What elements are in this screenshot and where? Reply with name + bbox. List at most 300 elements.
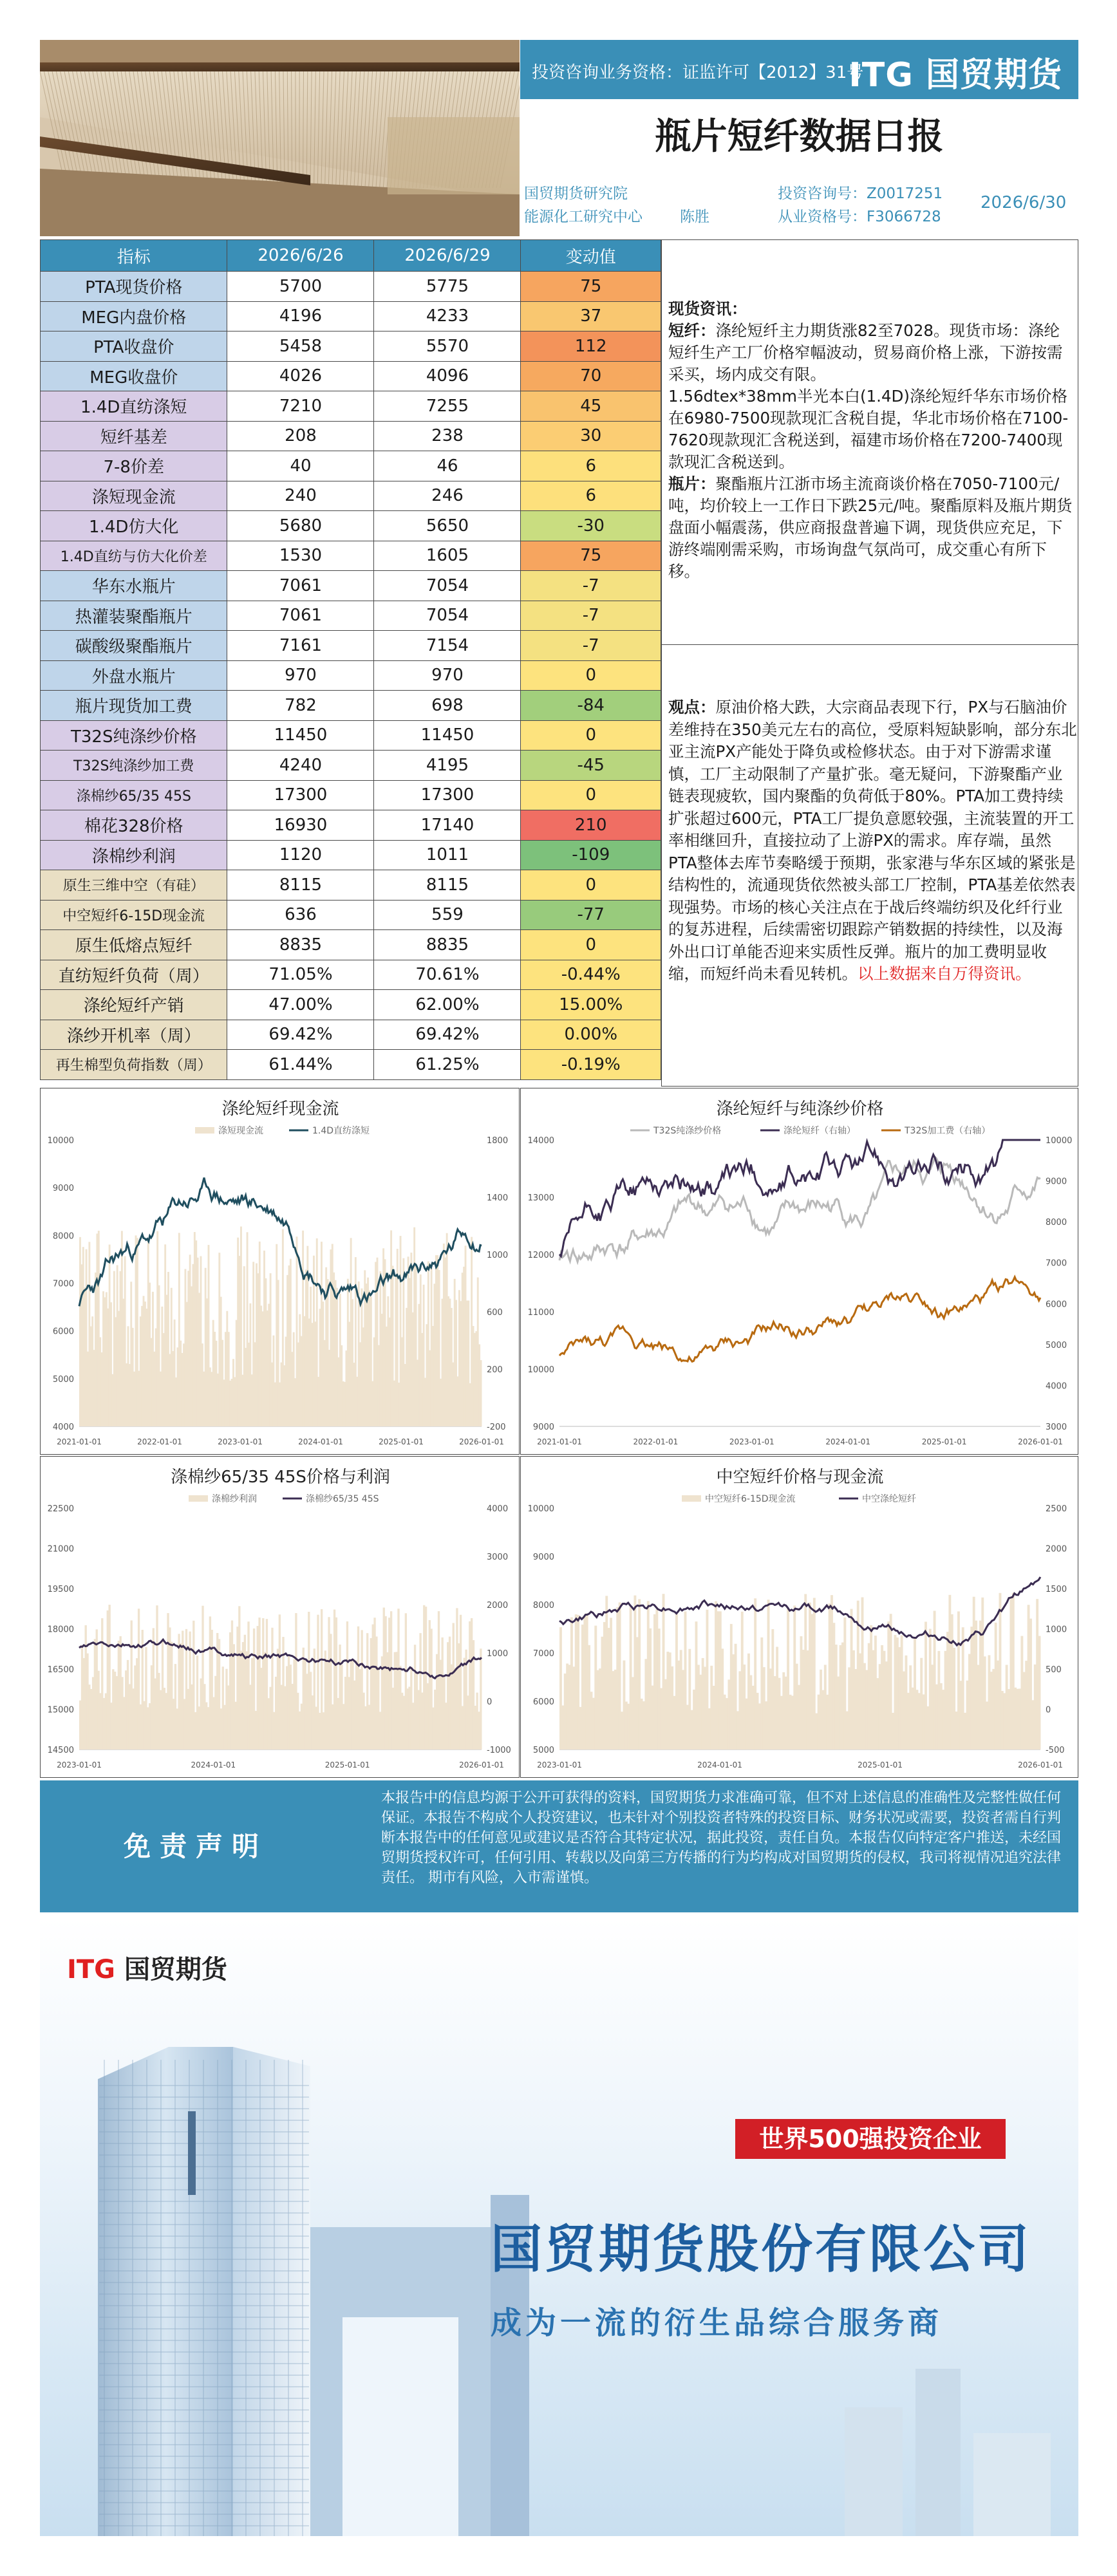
area-bar <box>240 1651 242 1750</box>
x-tick: 2022-01-01 <box>633 1437 679 1446</box>
area-bar <box>451 1665 453 1750</box>
area-bar <box>1029 1619 1032 1750</box>
series-line <box>559 1157 1040 1262</box>
row-value-2: 5650 <box>374 511 521 541</box>
row-value-1: 8115 <box>227 870 374 901</box>
area-bar <box>653 1614 656 1750</box>
row-change: 210 <box>521 810 661 841</box>
area-bar <box>695 1621 698 1750</box>
row-change: -109 <box>521 840 661 870</box>
area-bar <box>288 1656 290 1750</box>
report-title: 瓶片短纤数据日报 <box>655 116 944 158</box>
area-bar <box>341 1665 343 1750</box>
area-bar <box>268 1698 270 1750</box>
row-change: -45 <box>521 751 661 781</box>
area-bar <box>1023 1672 1026 1750</box>
area-bar <box>88 1685 90 1750</box>
area-bar <box>634 1596 636 1750</box>
row-value-1: 4240 <box>227 751 374 781</box>
area-bar <box>892 1713 894 1750</box>
area-bar <box>337 1698 339 1750</box>
y-tick-left: 5000 <box>532 1746 554 1755</box>
itg-logo: ITG 国贸期货 <box>849 56 1062 95</box>
area-bar <box>92 1677 94 1750</box>
area-bar <box>165 1693 167 1750</box>
area-bar <box>244 1635 246 1750</box>
row-name: 中空短纤6-15D现金流 <box>41 900 227 930</box>
area-bar <box>630 1607 632 1750</box>
report-meta <box>520 175 1078 236</box>
area-bar <box>887 1621 890 1750</box>
row-change: 0 <box>521 780 661 810</box>
row-name: 再生棉型负荷指数（周） <box>41 1050 227 1080</box>
area-bar <box>375 1636 377 1750</box>
row-value-2: 7054 <box>374 571 521 601</box>
area-bar <box>586 1613 588 1750</box>
area-bar <box>136 1658 138 1750</box>
row-value-2: 70.61% <box>374 960 521 990</box>
area-bar <box>116 1676 118 1750</box>
row-name: 涤棉纱利润 <box>41 840 227 870</box>
area-bar <box>581 1625 584 1750</box>
area-bar <box>937 1651 940 1750</box>
area-bar <box>377 1667 379 1750</box>
area-bar <box>832 1623 835 1750</box>
y-tick-right: 3000 <box>1046 1423 1067 1432</box>
area-bar <box>79 1701 81 1750</box>
spot-heading: 现货资讯： <box>668 299 747 318</box>
row-change: 112 <box>521 331 661 362</box>
area-bar <box>804 1594 807 1750</box>
y-tick-left: 6000 <box>52 1327 74 1337</box>
report-date: 2026/6/30 <box>981 193 1067 212</box>
area-bar <box>973 1597 975 1750</box>
area-bar <box>920 1658 923 1750</box>
area-bar <box>912 1688 914 1750</box>
chart-title: 涤纶短纤与纯涤纱价格 <box>716 1099 884 1119</box>
row-value-1: 11450 <box>227 720 374 751</box>
area-bar <box>735 1644 737 1750</box>
area-bar <box>120 1636 122 1750</box>
area-bar <box>344 1677 346 1750</box>
area-bar <box>730 1624 733 1750</box>
y-tick-right: 7000 <box>1046 1258 1067 1269</box>
area-bar <box>192 1621 194 1750</box>
area-bar <box>476 1693 478 1750</box>
table-row <box>41 930 661 960</box>
row-value-1: 970 <box>227 660 374 691</box>
area-bar <box>178 1634 180 1750</box>
area-bar <box>275 1677 277 1750</box>
area-bar <box>131 1620 133 1750</box>
area-bar <box>348 1677 350 1750</box>
area-bar <box>771 1629 774 1750</box>
area-bar <box>691 1710 693 1750</box>
area-bar <box>125 1670 127 1750</box>
area-bar <box>370 1638 372 1750</box>
area-bar <box>962 1627 964 1750</box>
row-value-1: 40 <box>227 451 374 481</box>
area-bar <box>308 1612 310 1750</box>
area-bar <box>846 1712 849 1750</box>
row-name: 1.4D直纺与仿大化价差 <box>41 541 227 571</box>
area-bar <box>258 1618 260 1750</box>
y-tick-right: 2000 <box>487 1601 509 1610</box>
row-value-1: 47.00% <box>227 990 374 1020</box>
x-tick: 2021-01-01 <box>537 1437 582 1446</box>
area-bar <box>194 1712 196 1750</box>
area-bar <box>767 1600 770 1750</box>
y-tick-right: 9000 <box>1046 1177 1067 1187</box>
area-bar <box>202 1606 203 1750</box>
area-bar <box>561 1706 564 1750</box>
legend-label: 中空涤纶短纤 <box>862 1494 916 1504</box>
row-value-2: 5775 <box>374 272 521 302</box>
area-bar <box>147 1707 149 1750</box>
row-value-2: 698 <box>374 691 521 721</box>
row-change: 70 <box>521 361 661 391</box>
disclaimer-text: 本报告中的信息均源于公开可获得的资料，国贸期货力求准确可靠，但不对上述信息的准确性及完整性做任何保证。本报告不构成个人投资建议，也未针对个别投资者特殊的投资目标、财务状况或需要，投资者需自行判断本报告中的任何意见或建议是否符合其特定状况，据此投资，责任自负。本报告仅向特定客户推送，未经国贸期货授权许可，任何引用、转载以及向第三方传播的行为均构成对国贸期货的侵权，我司将视情况追究法律责任。 期市有风险，入市需谨慎。 <box>381 1790 1062 1886</box>
area-bar <box>231 1621 233 1750</box>
area-bar <box>791 1695 794 1750</box>
y-tick-right: 8000 <box>1046 1218 1067 1228</box>
area-bar <box>297 1693 299 1750</box>
area-bar <box>286 1666 288 1750</box>
area-bar <box>284 1686 286 1750</box>
y-tick-right: 1000 <box>1046 1625 1067 1635</box>
area-bar <box>793 1605 796 1750</box>
area-bar <box>881 1645 883 1750</box>
area-bar <box>218 1639 220 1750</box>
area-bar <box>317 1615 319 1750</box>
table-row <box>41 870 661 901</box>
area-bar <box>746 1699 748 1750</box>
y-tick-left: 5000 <box>52 1374 74 1385</box>
area-bar <box>680 1650 682 1750</box>
area-bar <box>187 1689 189 1750</box>
area-bar <box>1012 1593 1015 1750</box>
institute: 国贸期货研究院 <box>524 185 628 202</box>
area-bar <box>566 1663 568 1750</box>
area-bar <box>1014 1688 1017 1750</box>
area-bar <box>944 1651 947 1750</box>
y-tick-right: 2500 <box>1046 1504 1067 1514</box>
area-bar <box>107 1610 109 1750</box>
area-bar <box>579 1707 582 1750</box>
consult-no: 投资咨询号：Z0017251 <box>778 185 943 202</box>
area-bar <box>841 1643 844 1750</box>
area-bar <box>350 1661 352 1750</box>
area-bar <box>423 1605 425 1750</box>
row-change: 37 <box>521 301 661 331</box>
area-bar <box>328 1617 330 1750</box>
y-tick-right: 1500 <box>1046 1585 1067 1594</box>
row-name: 7-8价差 <box>41 451 227 481</box>
area-bar <box>279 1614 281 1750</box>
area-bar <box>831 1595 833 1750</box>
x-tick: 2024-01-01 <box>697 1760 742 1769</box>
area-bar <box>301 1704 303 1750</box>
area-bar <box>234 1702 236 1750</box>
y-tick-right: -200 <box>487 1423 506 1432</box>
area-bar <box>966 1681 969 1750</box>
row-value-2: 46 <box>374 451 521 481</box>
area-bar <box>310 1672 312 1750</box>
area-bar <box>321 1609 323 1750</box>
disclaimer <box>40 1780 1078 1912</box>
area-bar <box>708 1708 711 1750</box>
market-view: 观点：原油价格大跌，大宗商品表现下行，PX与石脑油价差维持在350美元左右的高位，受原料短缺影响，部分东北亚主流PX产能处于降负或检修状态。由于对下游需求谨慎，工厂主动限制了产量扩张。毫无疑问，下游聚酯产业链表现疲软，国内聚酯的负荷低于80%。PTA加工费持续扩张超过600元，PTA工厂提负意愿较强，主流装置的开工率相继回升，直接拉动了上游PX的需求。库存端，虽然PTA整体去库节奏略缓于预期，张家港与华东区域的紧张是结构性的，流通现货依然被头部工厂控制，PTA基差依然表现强势。市场的核心关注点在于战后终端纺织及化纤行业的复苏进程，后续需密切跟踪产销数据的持续性，以及海外出口订单能否迎来实质性反弹。瓶片的加工费明显收缩，而短纤尚未看见转机。以上数据来自万得资讯。 <box>662 644 1078 985</box>
area-bar <box>292 1684 294 1750</box>
area-bar <box>605 1596 608 1750</box>
area-bar <box>859 1654 861 1750</box>
chart-title: 中空短纤价格与现金流 <box>716 1468 884 1487</box>
area-bar <box>826 1695 829 1750</box>
y-tick-left: 11000 <box>527 1308 554 1318</box>
table-row <box>41 331 661 362</box>
row-change: 0 <box>521 720 661 751</box>
area-bar <box>478 1712 480 1750</box>
area-bar <box>1003 1693 1006 1750</box>
area-bar <box>225 1669 227 1750</box>
area-bar <box>293 1659 295 1750</box>
area-bar <box>874 1636 877 1750</box>
area-bar <box>236 1627 238 1750</box>
table-row <box>41 631 661 661</box>
y-tick-right: 1000 <box>487 1649 509 1659</box>
table-row <box>41 481 661 511</box>
area-bar <box>207 1707 209 1750</box>
area-bar <box>894 1635 897 1750</box>
row-change: 6 <box>521 451 661 481</box>
y-tick-left: 6000 <box>532 1697 554 1707</box>
x-tick: 2026-01-01 <box>459 1760 504 1769</box>
row-value-1: 4026 <box>227 361 374 391</box>
area-bar <box>408 1687 410 1750</box>
y-tick-left: 12000 <box>527 1251 554 1260</box>
table-row <box>41 990 661 1020</box>
table-row <box>41 361 661 391</box>
data-table <box>40 239 661 1080</box>
row-value-1: 7161 <box>227 631 374 661</box>
y-tick-right: -1000 <box>487 1746 511 1755</box>
x-tick: 2024-01-01 <box>825 1437 871 1446</box>
area-bar <box>925 1621 927 1750</box>
area-bar <box>999 1593 1001 1750</box>
row-value-2: 5570 <box>374 331 521 362</box>
row-name: PTA现货价格 <box>41 272 227 302</box>
area-bar <box>173 1699 174 1750</box>
area-bar <box>658 1629 661 1750</box>
area-bar <box>664 1679 667 1750</box>
area-bar <box>443 1675 445 1750</box>
area-bar <box>986 1702 988 1750</box>
area-bar <box>699 1675 702 1750</box>
area-bar <box>1009 1599 1012 1750</box>
row-name: PTA收盘价 <box>41 331 227 362</box>
area-bar <box>114 1672 116 1750</box>
area-bar <box>564 1674 567 1750</box>
area-bar <box>249 1685 251 1750</box>
area-bar <box>454 1668 456 1750</box>
dept: 能源化工研究中心 <box>524 209 643 225</box>
row-value-2: 559 <box>374 900 521 930</box>
area-bar <box>592 1698 595 1750</box>
area-bar <box>813 1598 816 1750</box>
x-tick: 2026-01-01 <box>1018 1760 1063 1769</box>
y-tick-left: 19500 <box>47 1585 74 1594</box>
chart-staple-yarn-price <box>520 1088 1078 1455</box>
row-value-2: 4096 <box>374 361 521 391</box>
area-bar <box>923 1694 925 1750</box>
area-bar <box>785 1677 787 1750</box>
row-value-1: 208 <box>227 421 374 451</box>
table-row <box>41 900 661 930</box>
table-row <box>41 511 661 541</box>
area-bar <box>390 1611 392 1750</box>
area-bar <box>425 1607 427 1750</box>
area-bar <box>820 1670 822 1750</box>
x-tick: 2026-01-01 <box>459 1437 504 1446</box>
row-name: 短纤基差 <box>41 421 227 451</box>
area-bar <box>421 1692 423 1750</box>
y-tick-right: 600 <box>487 1308 503 1318</box>
area-bar <box>717 1611 719 1750</box>
area-bar <box>269 1687 271 1750</box>
area-bar <box>335 1618 337 1750</box>
table-row <box>41 391 661 422</box>
area-bar <box>86 1654 88 1750</box>
y-tick-right: 0 <box>487 1697 493 1707</box>
area-bar <box>675 1614 678 1750</box>
row-value-1: 5680 <box>227 511 374 541</box>
area-bar <box>686 1705 689 1750</box>
data-source: 以上数据来自万得资讯。 <box>858 964 1031 983</box>
area-bar <box>677 1661 680 1750</box>
company-slogan: 成为一流的衍生品综合服务商 <box>491 2305 943 2341</box>
y-tick-left: 4000 <box>52 1423 74 1432</box>
area-bar <box>83 1658 85 1750</box>
area-bar <box>995 1623 997 1750</box>
area-bar <box>876 1678 879 1750</box>
area-bar <box>196 1656 198 1750</box>
area-bar <box>480 1648 482 1750</box>
area-bar <box>885 1661 888 1750</box>
area-bar <box>353 1681 355 1750</box>
area-bar <box>752 1686 755 1750</box>
area-bar <box>416 1672 418 1750</box>
area-bar <box>955 1712 958 1750</box>
x-tick: 2022-01-01 <box>137 1437 182 1446</box>
area-bar <box>610 1618 612 1750</box>
area-bar <box>246 1651 248 1750</box>
area-bar <box>191 1685 192 1750</box>
row-name: 原生低熔点短纤 <box>41 930 227 960</box>
area-bar <box>789 1695 792 1750</box>
area-bar <box>158 1673 160 1750</box>
x-tick: 2023-01-01 <box>729 1437 774 1446</box>
area-bar <box>257 1626 259 1750</box>
area-bar <box>1034 1665 1037 1750</box>
area-bar <box>229 1632 231 1750</box>
area-bar <box>1008 1689 1010 1750</box>
banner-logo: ITG 国贸期货 <box>67 1955 227 1984</box>
table-row <box>41 601 661 631</box>
area-bar <box>394 1652 396 1750</box>
area-bar <box>623 1661 625 1750</box>
y-tick-left: 8000 <box>532 1601 554 1610</box>
x-tick: 2026-01-01 <box>1018 1437 1063 1446</box>
area-bar <box>471 1618 473 1750</box>
area-bar <box>673 1696 676 1750</box>
license-text: 投资咨询业务资格：证监许可【2012】31号 <box>532 63 864 82</box>
area-bar <box>649 1629 652 1750</box>
area-bar <box>977 1665 980 1750</box>
practice-no: 从业资格号：F3066728 <box>778 209 941 225</box>
company-name: 国贸期货股份有限公司 <box>491 2219 1031 2279</box>
area-bar <box>684 1611 687 1750</box>
area-bar <box>372 1625 374 1750</box>
row-value-2: 11450 <box>374 720 521 751</box>
area-bar <box>583 1616 586 1750</box>
area-bar <box>879 1664 881 1750</box>
table-row <box>41 751 661 781</box>
y-tick-left: 7000 <box>532 1649 554 1659</box>
legend-label: 涤棉纱65/35 45S <box>306 1494 379 1504</box>
series-line <box>559 1140 1040 1256</box>
area-bar <box>127 1660 129 1750</box>
area-bar <box>174 1664 176 1750</box>
area-bar <box>1025 1661 1028 1750</box>
area-bar <box>381 1656 383 1750</box>
legend-label: 涤纶短纤（右轴） <box>784 1126 856 1136</box>
row-value-2: 4195 <box>374 751 521 781</box>
area-bar <box>180 1643 182 1750</box>
table-row <box>41 840 661 870</box>
area-bar <box>988 1655 991 1750</box>
y-tick-left: 13000 <box>527 1193 554 1203</box>
y-tick-left: 9000 <box>532 1553 554 1562</box>
area-bar <box>149 1703 151 1750</box>
area-bar <box>346 1621 348 1750</box>
area-bar <box>1001 1691 1004 1750</box>
area-bar <box>669 1652 671 1750</box>
area-bar <box>713 1686 715 1750</box>
area-bar <box>303 1648 305 1750</box>
area-bar <box>214 1676 216 1750</box>
area-bar <box>330 1634 332 1750</box>
area-bar <box>304 1658 306 1750</box>
area-bar <box>262 1618 264 1750</box>
area-bar <box>1038 1636 1041 1750</box>
row-change: 0.00% <box>521 1020 661 1050</box>
row-value-1: 5700 <box>227 272 374 302</box>
area-bar <box>223 1705 225 1750</box>
area-bar <box>905 1656 907 1750</box>
area-bar <box>603 1622 606 1750</box>
area-bar <box>271 1628 273 1750</box>
x-tick: 2025-01-01 <box>858 1760 903 1769</box>
area-bar <box>655 1609 658 1750</box>
area-bar <box>134 1665 136 1750</box>
y-tick-left: 15000 <box>47 1705 74 1715</box>
series-line <box>559 1277 1040 1361</box>
area-bar <box>395 1652 397 1750</box>
table-row <box>41 810 661 841</box>
row-value-2: 17300 <box>374 780 521 810</box>
area-bar <box>599 1668 601 1750</box>
area-bar <box>1017 1689 1019 1750</box>
